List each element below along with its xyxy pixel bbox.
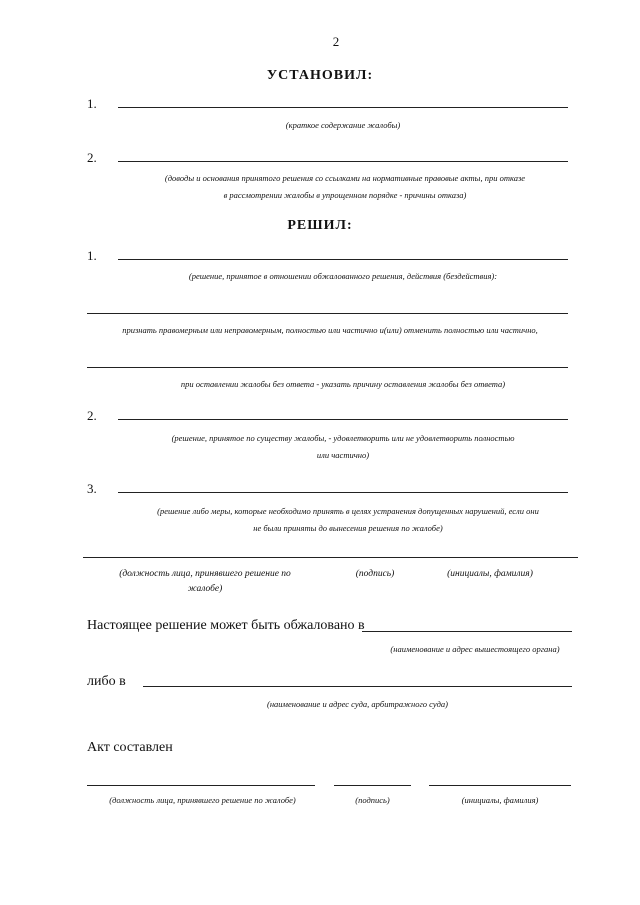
fill-line (118, 107, 568, 108)
heading-reshil: РЕШИЛ: (287, 218, 353, 233)
fill-line (362, 631, 572, 632)
page-number: 2 (332, 34, 340, 49)
position-caption: (должность лица, принявшего решение по жалобе) (109, 795, 296, 805)
caption: (наименование и адрес суда, арбитражного суда) (266, 699, 449, 709)
item-number: 1. (87, 96, 97, 111)
signature-line (429, 785, 571, 786)
position-caption: жалобе) (187, 584, 223, 594)
fill-line (87, 313, 568, 314)
item-number: 2. (87, 408, 97, 423)
name-caption: (инициалы, фамилия) (461, 795, 539, 805)
name-caption: (инициалы, фамилия) (447, 569, 533, 579)
caption: или частично) (316, 450, 370, 460)
position-caption: (должность лица, принявшего решение по (119, 569, 291, 579)
caption: (решение либо меры, которые необходимо принять в целях устранения допущенных нарушений, если они (157, 506, 539, 516)
appeal-text: Настоящее решение может быть обжаловано в (87, 618, 365, 633)
caption: при оставлении жалобы без ответа - указать причину оставления жалобы без ответа) (180, 379, 506, 389)
appeal-or-text: либо в (87, 674, 126, 689)
caption: (наименование и адрес вышестоящего органа) (390, 644, 560, 654)
item-number: 2. (87, 150, 97, 165)
signature-line (83, 557, 578, 558)
caption: не были приняты до вынесения решения по жалобе) (253, 523, 443, 533)
fill-line (118, 259, 568, 260)
caption: (решение, принятое по существу жалобы, - удовлетворить или не удовлетворить полностью (171, 433, 515, 443)
signature-caption: (подпись) (355, 569, 395, 579)
signature-caption: (подпись) (355, 795, 390, 805)
signature-line (334, 785, 411, 786)
caption: (доводы и основания принятого решения со ссылками на нормативные правовые акты, при отказе (164, 173, 526, 183)
caption: (решение, принятое в отношении обжалованного решения, действия (бездействия): (188, 271, 498, 281)
fill-line (118, 419, 568, 420)
item-number: 1. (87, 248, 97, 263)
caption: признать правомерным или неправомерным, полностью или частично и(или) отменить полностью или частично, (122, 325, 538, 335)
fill-line (87, 367, 568, 368)
signature-line (87, 785, 315, 786)
fill-line (118, 492, 568, 493)
act-text: Акт составлен (87, 740, 173, 755)
fill-line (143, 686, 572, 687)
item-number: 3. (87, 481, 97, 496)
heading-ustanovil: УСТАНОВИЛ: (266, 68, 374, 83)
caption: (краткое содержание жалобы) (285, 120, 401, 130)
fill-line (118, 161, 568, 162)
caption: в рассмотрении жалобы в упрощенном порядке - причины отказа) (223, 190, 467, 200)
